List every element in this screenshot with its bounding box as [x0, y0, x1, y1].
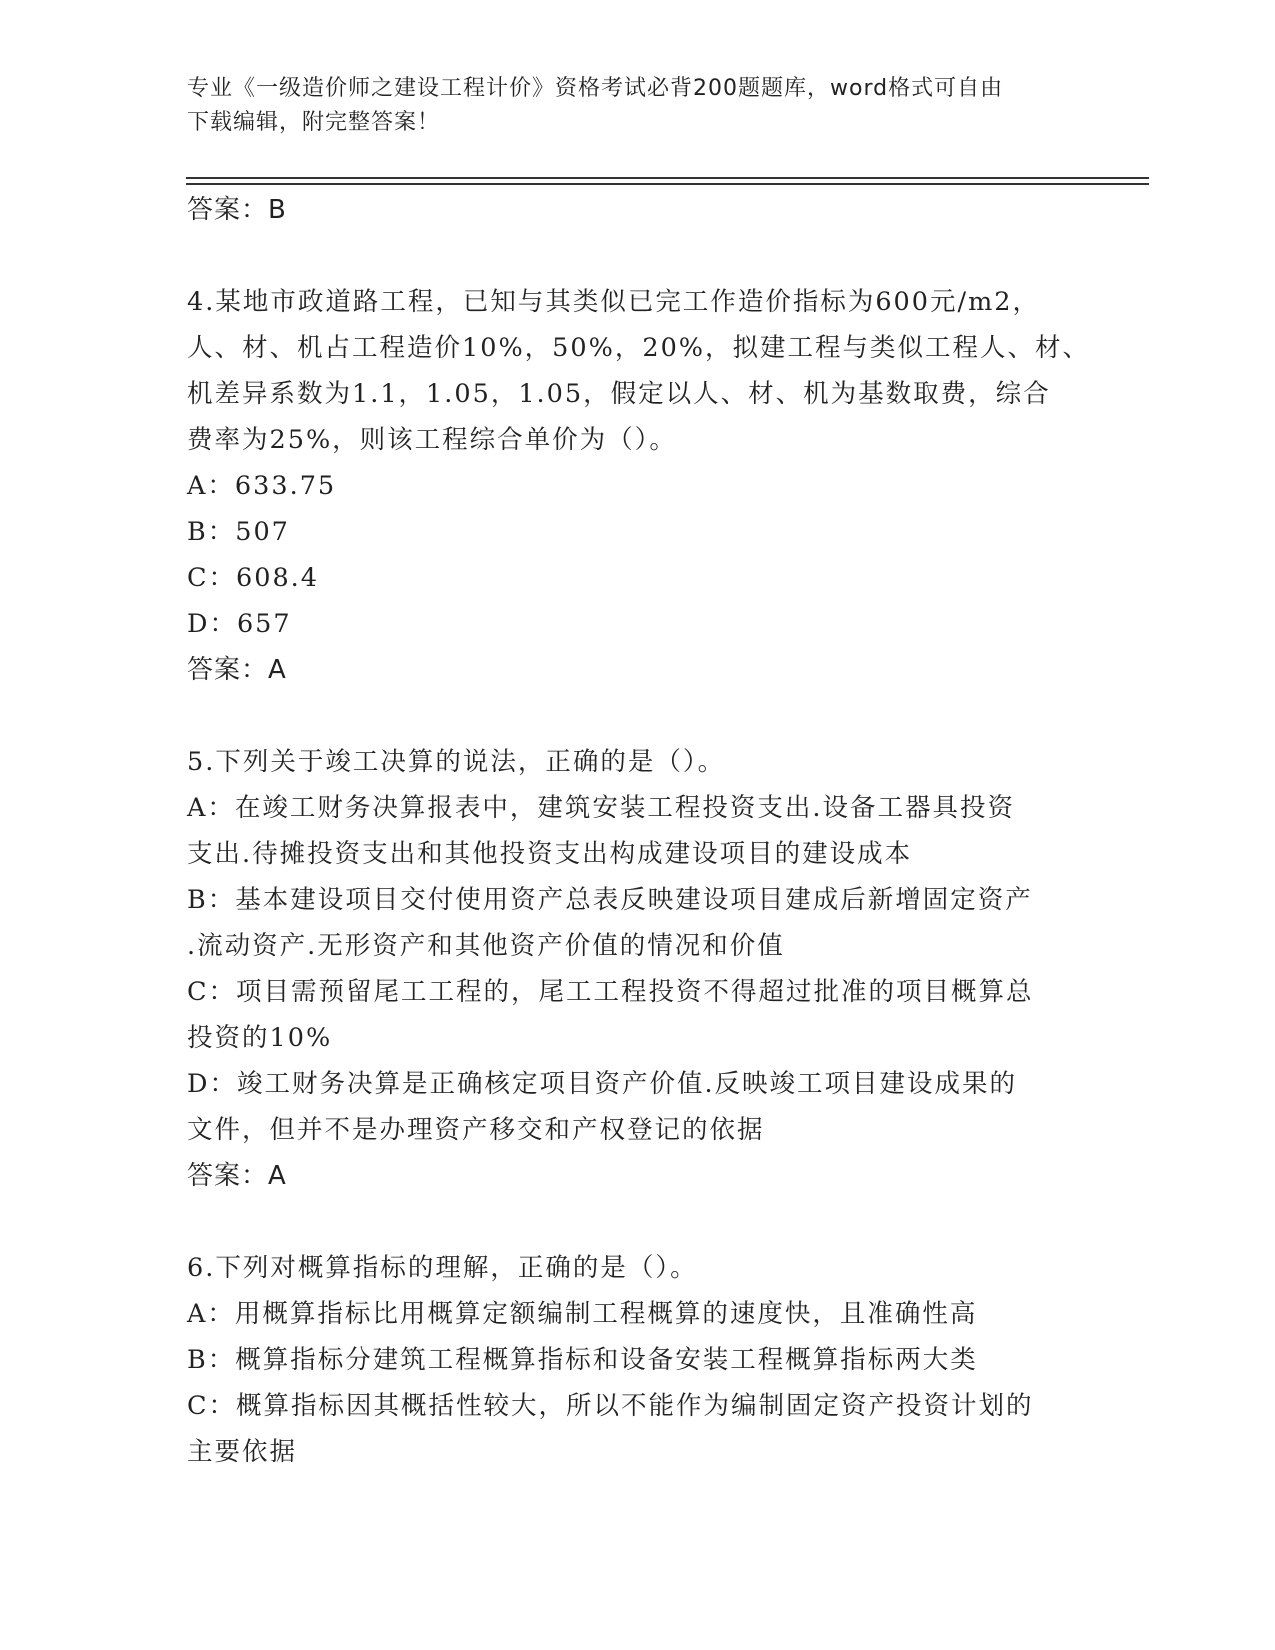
question-stem: 机差异系数为1.1，1.05，1.05，假定以人、材、机为基数取费，综合	[187, 379, 1051, 409]
spacer	[187, 693, 1087, 739]
header-line: 专业《一级造价师之建设工程计价》资格考试必背200题题库，word格式可自由	[187, 76, 1004, 101]
question-stem: 费率为25%，则该工程综合单价为（）。	[187, 425, 677, 455]
option-d: D：657	[187, 609, 292, 639]
option-c-continued: 投资的10%	[187, 1023, 333, 1053]
option-b: B：概算指标分建筑工程概算指标和设备安装工程概算指标两大类	[187, 1345, 978, 1375]
question-block	[187, 279, 1091, 693]
question-stem: 6.下列对概算指标的理解，正确的是（）。	[187, 1253, 698, 1283]
option-a: A：用概算指标比用概算定额编制工程概算的速度快，且准确性高	[187, 1299, 978, 1329]
option-d-continued: 文件，但并不是办理资产移交和产权登记的依据	[187, 1115, 765, 1145]
question-stem: 4.某地市政道路工程，已知与其类似已完工作造价指标为600元/m2，	[187, 287, 1040, 317]
header-line: 下载编辑，附完整答案！	[187, 110, 441, 135]
spacer	[187, 233, 1087, 279]
option-a: A：在竣工财务决算报表中，建筑安装工程投资支出.设备工器具投资	[187, 793, 1016, 823]
option-b: B：507	[187, 517, 290, 547]
answer-line: 答案：B	[187, 195, 287, 225]
answer-line: 答案：A	[187, 655, 287, 685]
spacer	[187, 1199, 1087, 1245]
document-body	[187, 187, 1091, 1475]
option-c: C：608.4	[187, 563, 320, 593]
question-block	[187, 739, 1087, 1199]
option-a-continued: 支出.待摊投资支出和其他投资支出构成建设项目的建设成本	[187, 839, 913, 869]
question-stem: 5.下列关于竣工决算的说法，正确的是（）。	[187, 747, 726, 777]
header-divider	[186, 177, 1149, 179]
option-c: C：概算指标因其概括性较大，所以不能作为编制固定资产投资计划的	[187, 1391, 1034, 1421]
option-a: A：633.75	[187, 471, 337, 501]
question-stem: 人、材、机占工程造价10%，50%，20%，拟建工程与类似工程人、材、	[187, 333, 1091, 363]
option-d: D：竣工财务决算是正确核定项目资产价值.反映竣工项目建设成果的	[187, 1069, 1018, 1099]
option-b: B：基本建设项目交付使用资产总表反映建设项目建成后新增固定资产	[187, 885, 1033, 915]
page-header	[187, 72, 1067, 140]
header-divider	[186, 183, 1149, 185]
answer-line: 答案：A	[187, 1161, 287, 1191]
question-block	[187, 1245, 1087, 1475]
option-c: C：项目需预留尾工工程的，尾工工程投资不得超过批准的项目概算总	[187, 977, 1034, 1007]
option-c-continued: 主要依据	[187, 1437, 298, 1467]
option-b-continued: .流动资产.无形资产和其他资产价值的情况和价值	[187, 931, 785, 961]
